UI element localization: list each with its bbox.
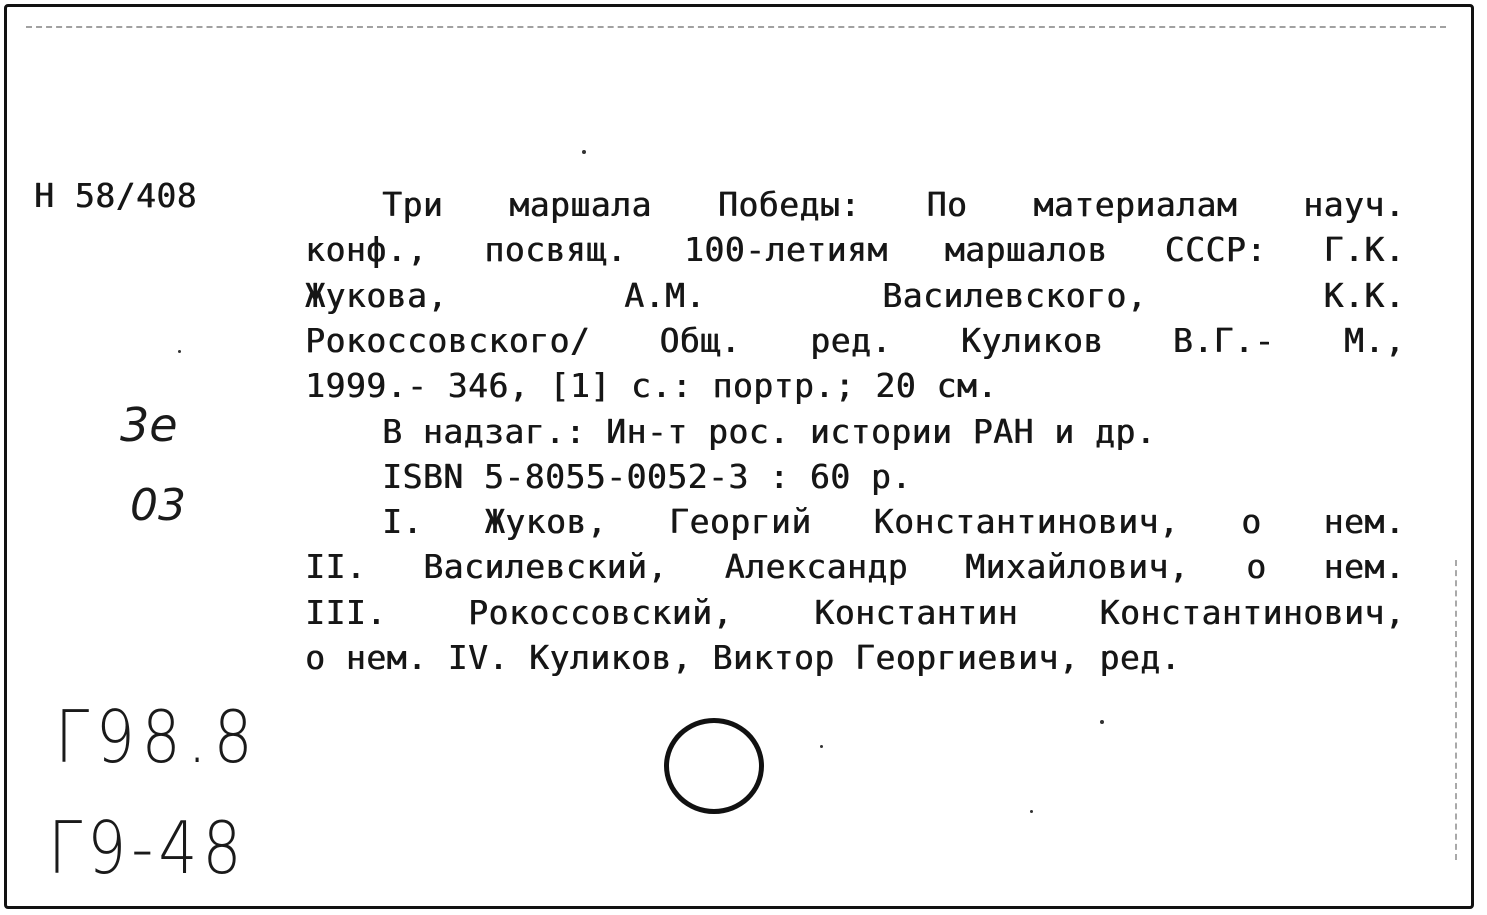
scan-speck (820, 745, 823, 748)
description-line: III. Рокоссовский, Константин Константинович, (305, 592, 1405, 632)
scan-speck (1030, 810, 1033, 813)
scan-speck (178, 350, 181, 353)
shelf-mark: Н 58/408 (34, 176, 197, 215)
perforation-line-top (26, 26, 1446, 28)
card-punch-hole (664, 718, 764, 814)
description-line: Рокоссовского/ Общ. ред. Куликов В.Г.- М., (305, 320, 1405, 360)
handwritten-classification-2: Г9-48 (48, 806, 247, 890)
description-line: конф., посвящ. 100-летиям маршалов СССР: Г.К. (305, 230, 1405, 270)
description-line: В надзаг.: Ин-т рос. истории РАН и др. (382, 411, 1156, 451)
scan-speck (582, 150, 586, 154)
description-line: Три маршала Победы: По материалам науч. (382, 185, 1405, 224)
description-line: I. Жуков, Георгий Константинович, о нем. (382, 502, 1405, 542)
scan-speck (1100, 720, 1104, 724)
description-line: ISBN 5-8055-0052-3 : 60 р. (382, 456, 912, 496)
handwritten-classification-1: Г98.8 (55, 695, 260, 779)
perforation-line-right (1455, 560, 1457, 860)
description-line: II. Василевский, Александр Михайлович, о нем. (305, 547, 1405, 587)
handwritten-note-2: 03 (130, 480, 186, 531)
description-line: Жукова, А.М. Василевского, К.К. (305, 275, 1405, 315)
handwritten-note-1: 3е (120, 398, 178, 452)
description-line: 1999.- 346, [1] с.: портр.; 20 см. (305, 366, 998, 406)
description-line: о нем. IV. Куликов, Виктор Георгиевич, ред. (305, 638, 1181, 677)
